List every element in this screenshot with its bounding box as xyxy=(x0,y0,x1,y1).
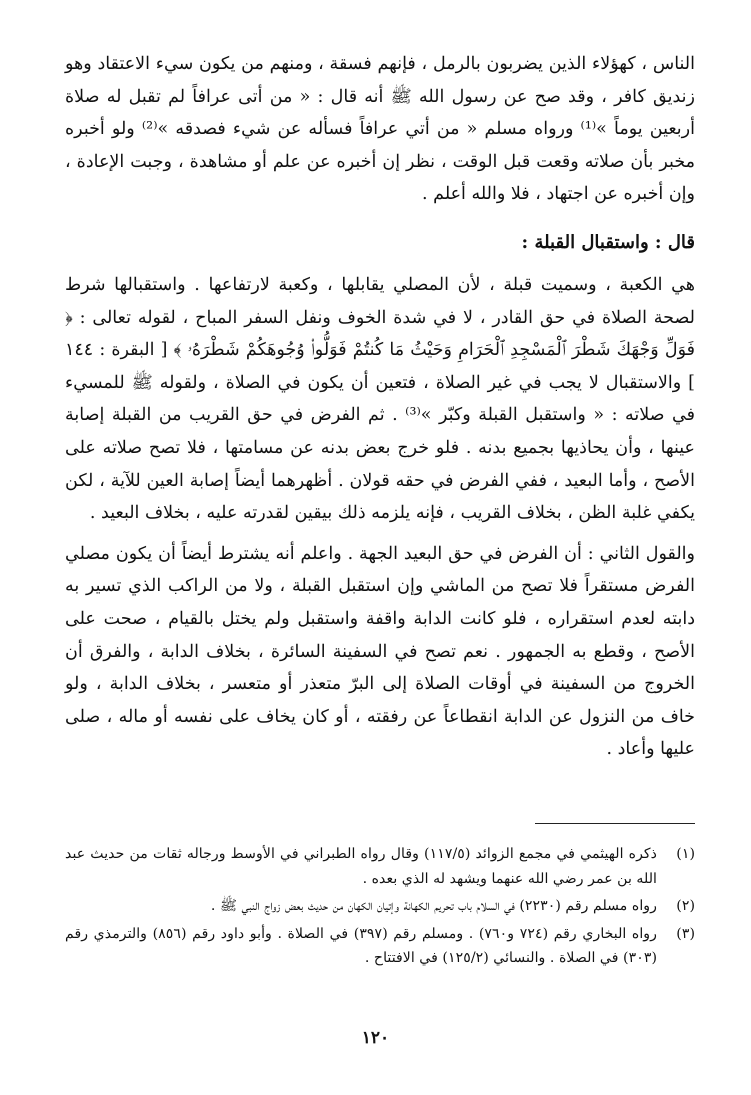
footnote-item xyxy=(65,842,695,891)
page-number: ١٢٠ xyxy=(361,1028,390,1048)
footnote-text: ذكره الهيثمي في مجمع الزوائد (١١٧/٥) وقال رواه الطبراني في الأوسط ورجاله ثقات من حديث عبد الله بن عمر رضي الله عنهما ويشهد له الذي بعده . xyxy=(65,846,657,887)
footnote-number: (١) xyxy=(676,846,695,862)
footnote-text: رواه البخاري رقم (٧٢٤ و٧٦٠) . ومسلم رقم (٣٩٧) في الصلاة . وأبو داود رقم (٨٥٦) والترمذي رقم (٣٠٣) في الصلاة . والنسائي (١٢٥/٢) في الافتتاح . xyxy=(65,925,657,966)
paragraph-3: والقول الثاني : أن الفرض في حق البعيد الجهة . واعلم أنه يشترط أيضاً أن يكون مصلي الفرض مستقراً فلا تصح من الماشي وإن استقبل القبلة ، ولا من الراكب الذي تسير به دابته لعدم استقراره ، فلو كانت الدابة واقفة واستقبل ولم يختل بالقيام ، صحت على الأصح ، وقطع به الجمهور . نعم تصح في السفينة السائرة ، بخلاف الدابة ، والفرق أن الخروج من السفينة في أوقات الصلاة إلى البرّ متعذر أو متعسر ، بخلاف الدابة ، ولو خاف من النزول عن الدابة انقطاعاً عن رفقته ، أو كان يخاف على نفسه أو ماله ، صلى عليها وأعاد . xyxy=(65,543,695,760)
paragraph-2: هي الكعبة ، وسميت قبلة ، لأن المصلي يقابلها ، وكعبة لارتفاعها . واستقبالها شرط لصحة الصلاة في حق القادر ، لا في شدة الخوف ونفل السفر المباح ، لقوله تعالى : ﴿ فَوَلِّ وَجْهَكَ شَطْرَ ٱلْمَسْجِدِ ٱلْحَرَامِ وَحَيْثُ مَا كُنتُمْ فَوَلُّوا۟ وُجُوهَكُمْ شَطْرَهُۥ ﴾ [ البقرة : ١٤٤ ] والاستقبال لا يجب في غير الصلاة ، فتعين أن يكون في الصلاة ، ولقوله ﷺ للمسيء في صلاته : « واستقبل القبلة وكبّر »⁽³⁾ . ثم الفرض في حق القريب من القبلة إصابة عينها ، وأن يحاذيها بجميع بدنه . فلو خرج بعض بدنه عن مسامتها ، فلا تصح صلاته على الأصح ، وأما البعيد ، ففي الفرض في حقه قولان . أظهرهما أيضاً إصابة العين للآية ، لكن يكفي غلبة الظن ، بخلاف القريب ، فإنه يلزمه ذلك بيقين لقدرته عليه ، بخلاف البعيد . xyxy=(65,274,695,524)
page-body xyxy=(65,48,695,766)
footnote-item xyxy=(65,894,695,919)
footnote-divider xyxy=(535,823,695,824)
section-heading: قال : واستقبال القبلة : xyxy=(521,231,695,253)
footnotes xyxy=(65,842,695,974)
footnote-text: رواه مسلم رقم (٢٢٣٠) في السلام باب تحريم الكهانة وإتيان الكهان من حديث بعض زواج النبي ﷺ . xyxy=(210,898,657,914)
footnote-number: (٣) xyxy=(676,925,695,942)
paragraph-1: الناس ، كهؤلاء الذين يضربون بالرمل ، فإنهم فسقة ، ومنهم من يكون سيء الاعتقاد وهو زنديق كافر ، وقد صح عن رسول الله ﷺ أنه قال : « من أتى عرافاً لم تقبل له صلاة أربعين يوماً »⁽¹⁾ ورواه مسلم « من أتي عرافاً فسأله عن شيء فصدقه »⁽²⁾ ولو أخبره مخبر بأن صلاته وقعت قبل الوقت ، نظر إن أخبره عن علم أو مشاهدة ، وجبت الإعادة ، وإن أخبره عن اجتهاد ، فلا والله أعلم . xyxy=(65,54,695,205)
footnote-number: (٢) xyxy=(676,898,695,914)
footnote-item xyxy=(65,922,695,971)
